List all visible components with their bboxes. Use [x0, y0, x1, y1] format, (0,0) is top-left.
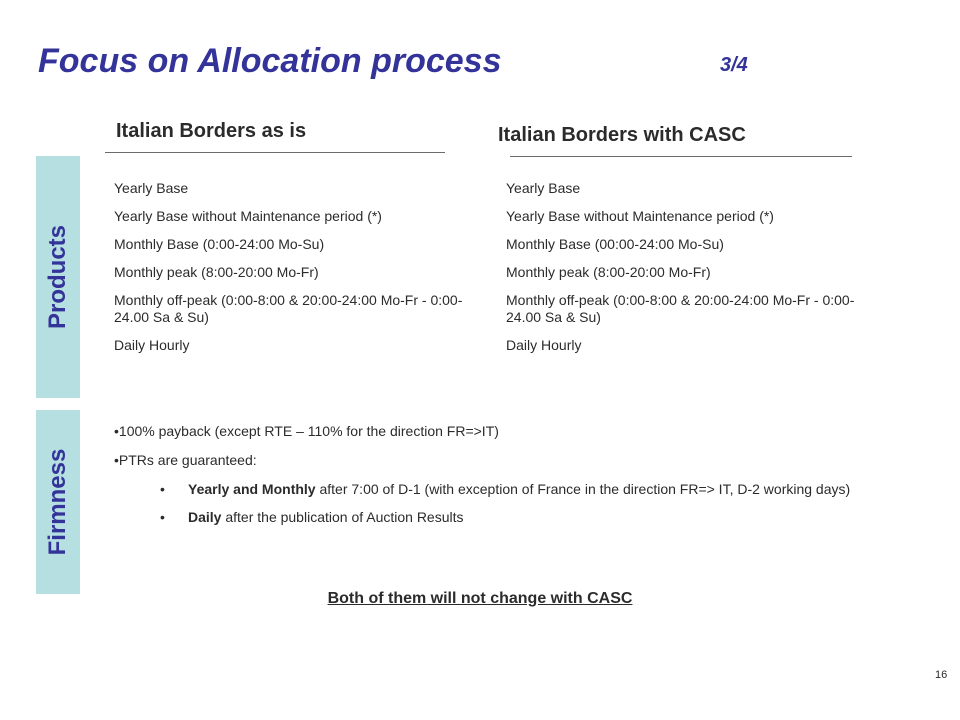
- yearly-monthly-sub-bullet: [160, 481, 914, 498]
- list-item: Monthly Base (0:00-24:00 Mo-Su): [114, 236, 325, 252]
- list-item: Yearly Base: [114, 180, 189, 196]
- list-item: Monthly Base (00:00-24:00 Mo-Su): [506, 236, 724, 252]
- left-products-list: [114, 180, 484, 365]
- list-item: Monthly peak (8:00-20:00 Mo-Fr): [114, 264, 319, 280]
- daily-bold: Daily: [188, 509, 222, 525]
- list-item: Monthly peak (8:00-20:00 Mo-Fr): [506, 264, 711, 280]
- products-side-label: [36, 156, 80, 398]
- products-label-text: Products: [44, 224, 71, 330]
- bullet-dot: •: [160, 481, 165, 497]
- right-column-heading: Italian Borders with CASC: [498, 124, 746, 146]
- list-item: Yearly Base without Maintenance period (*): [506, 208, 774, 224]
- list-item: Yearly Base: [506, 180, 581, 196]
- bullet-dot: •: [160, 509, 165, 525]
- page-number: 16: [935, 669, 948, 681]
- list-item: Monthly off-peak (0:00-8:00 & 20:00-24:00 Mo-Fr - 0:00-24.00 Sa & Su): [506, 292, 855, 325]
- yearly-monthly-bold: Yearly and Monthly: [188, 481, 316, 497]
- list-item: Daily Hourly: [114, 337, 190, 353]
- firmness-label-text: Firmness: [44, 448, 71, 556]
- right-heading-rule: [510, 156, 852, 157]
- ptrs-bullet: •PTRs are guaranteed:: [114, 452, 257, 468]
- slide-page-fraction: 3/4: [720, 54, 748, 76]
- list-item: Monthly off-peak (0:00-8:00 & 20:00-24:00 Mo-Fr - 0:00-24.00 Sa & Su): [114, 292, 463, 325]
- daily-sub-bullet: [160, 509, 914, 526]
- firmness-section: [114, 423, 914, 537]
- list-item: Yearly Base without Maintenance period (*): [114, 208, 382, 224]
- conclusion-note: Both of them will not change with CASC: [327, 590, 633, 607]
- right-products-list: [506, 180, 876, 365]
- firmness-side-label: [36, 410, 80, 594]
- yearly-monthly-text: after 7:00 of D-1 (with exception of France in the direction FR=> IT, D-2 working days): [315, 481, 851, 497]
- payback-bullet: •100% payback (except RTE – 110% for the direction FR=>IT): [114, 423, 499, 439]
- list-item: Daily Hourly: [506, 337, 582, 353]
- left-heading-rule: [105, 152, 445, 153]
- left-column-heading: Italian Borders as is: [116, 120, 307, 142]
- slide-title: Focus on Allocation process: [38, 42, 502, 80]
- daily-text: after the publication of Auction Results: [221, 509, 464, 525]
